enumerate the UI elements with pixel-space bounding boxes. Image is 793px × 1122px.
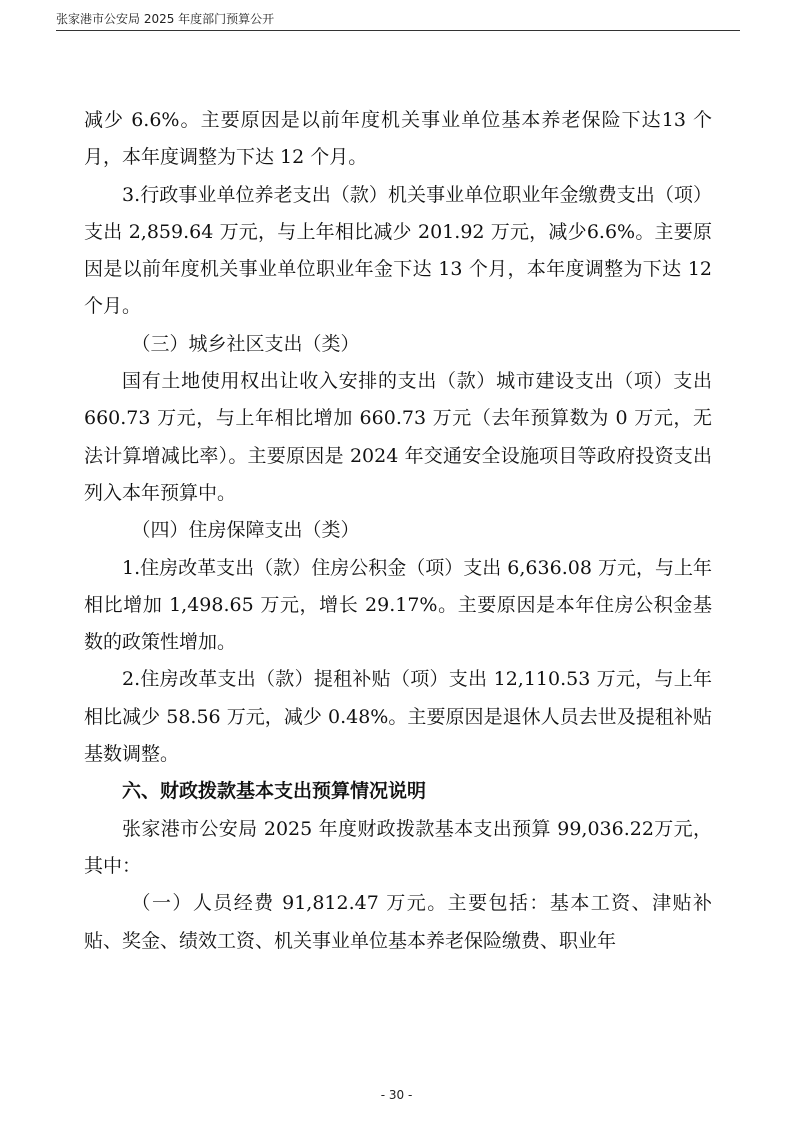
header-rule [56,30,740,31]
paragraph-pension-continuation: 减少 6.6%。主要原因是以前年度机关事业单位基本养老保险下达13 个月，本年度调整为下达 12 个月。 [84,109,712,169]
paragraph-personnel-expenses: （一）人员经费 91,812.47 万元。主要包括：基本工资、津贴补贴、奖金、绩效工资、机关事业单位基本养老保险缴费、职业年 [84,892,712,952]
paragraph-occupational-annuity: 3.行政事业单位养老支出（款）机关事业单位职业年金缴费支出（项）支出 2,859.64 万元，与上年相比减少 201.92 万元，减少6.6%。主要原因是以前年度机关事业单位职业年金下达 13 个月，本年度调整为下达 12 个月。 [84,183,712,318]
section-heading-basic-expenditure: 六、财政拨款基本支出预算情况说明 [122,780,427,803]
paragraph-rent-subsidy: 2.住房改革支出（款）提租补贴（项）支出 12,110.53 万元，与上年相比减少 58.56 万元，减少 0.48%。主要原因是退休人员去世及提租补贴基数调整。 [84,668,712,766]
paragraph-housing-provident-fund: 1.住房改革支出（款）住房公积金（项）支出 6,636.08 万元，与上年相比增加 1,498.65 万元，增长 29.17%。主要原因是本年住房公积金基数的政策性增加。 [84,556,712,654]
subheading-housing-security: （四）住房保障支出（类） [131,519,360,542]
page-number: - 30 - [380,1088,413,1102]
subheading-urban-rural-community: （三）城乡社区支出（类） [131,332,360,355]
page-header: 张家港市公安局 2025 年度部门预算公开 [56,12,275,26]
document-body [84,102,712,960]
paragraph-basic-expenditure-total: 张家港市公安局 2025 年度财政拨款基本支出预算 99,036.22万元，其中： [84,817,712,877]
paragraph-land-transfer-expenditure: 国有土地使用权出让收入安排的支出（款）城市建设支出（项）支出 660.73 万元，与上年相比增加 660.73 万元（去年预算数为 0 万元，无法计算增减比率）。主要原因是 2024 年交通安全设施项目等政府投资支出列入本年预算中。 [84,370,712,504]
